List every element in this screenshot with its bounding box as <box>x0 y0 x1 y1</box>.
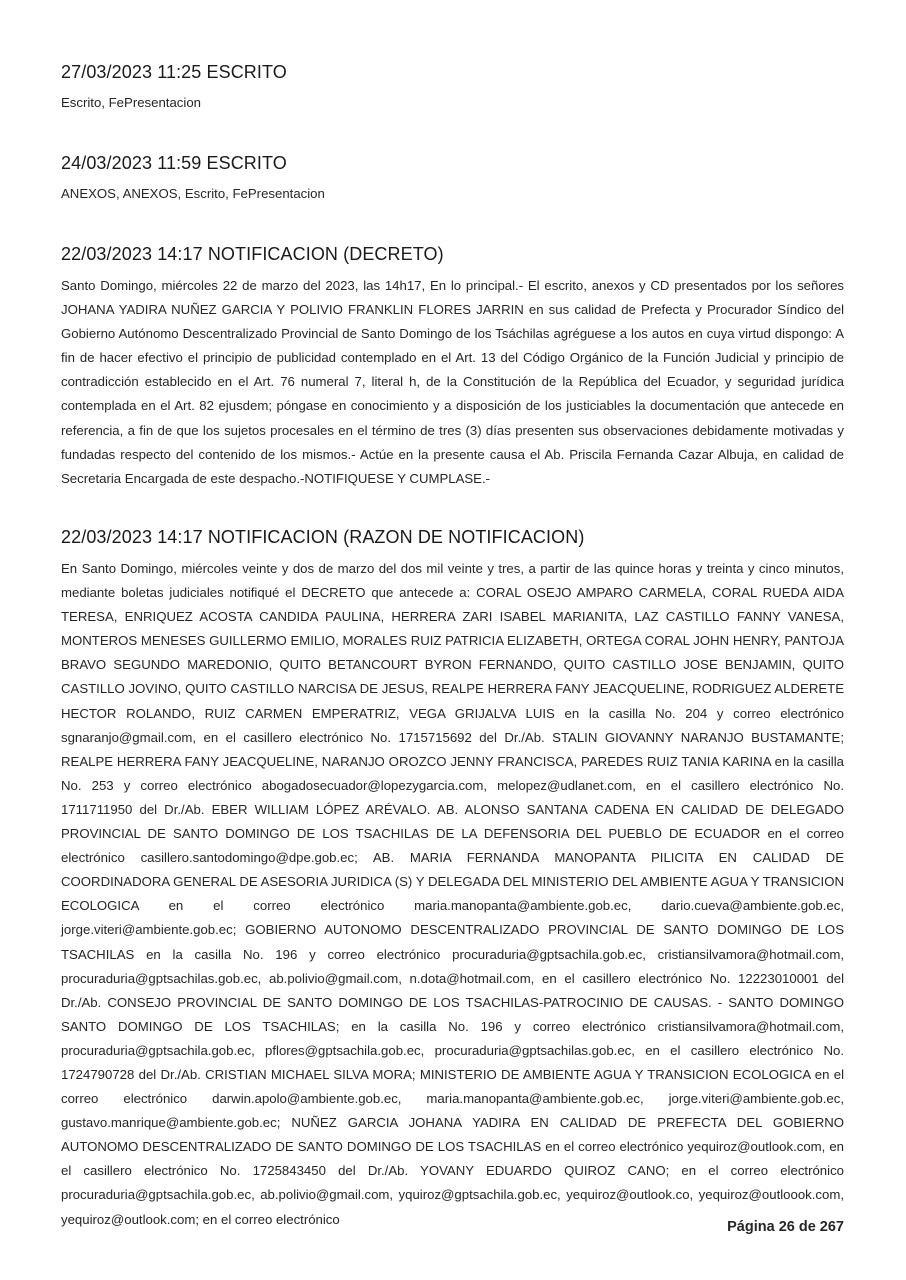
entry-text: Escrito, FePresentacion <box>61 95 201 110</box>
page-number: Página 26 de 267 <box>727 1219 844 1235</box>
entry-text: En Santo Domingo, miércoles veinte y dos de marzo del dos mil veinte y tres, a partir de las quince horas y treinta y cinco minutos, mediante boletas judiciales notifiqué el DECRETO que antecede a: CORAL OSEJO AMPARO CARMELA, CORAL RUEDA AIDA TERESA, ENRIQUEZ ACOSTA CANDIDA PAULINA, HERRERA ZARI ISABEL MARIANITA, LAZ CASTILLO FANNY VANESA, MONTEROS MENESES GUILLERMO EMILIO, MORALES RUIZ PATRICIA ELIZABETH, ORTEGA CORAL JOHN HENRY, PANTOJA BRAVO SEGUNDO MAREDONIO, QUITO BETANCOURT BYRON FERNANDO, QUITO CASTILLO JOSE BENJAMIN, QUITO CASTILLO JOVINO, QUITO CASTILLO NARCISA DE JESUS, REALPE HERRERA FANY JEACQUELINE, RODRIGUEZ ALDERETE HECTOR ROLANDO, RUIZ CARMEN EMPERATRIZ, VEGA GRIJALVA LUIS en la casilla No. 204 y correo electrónico sgnaranjo@gmail.com, en el casillero electrónico No. 1715715692 del Dr./Ab. STALIN GIOVANNY NARANJO BUSTAMANTE; REALPE HERRERA FANY JEACQUELINE, NARANJO OROZCO JENNY FRANCISCA, PAREDES RUIZ TANIA KARINA en la casilla No. 253 y correo electrónico abogadosecuador@lopezygarcia.com, melopez@udlanet.com, en el casillero electrónico No. 1711711950 del Dr./Ab. EBER WILLIAM LÓPEZ ARÉVALO. AB. ALONSO SANTANA CADENA EN CALIDAD DE DELEGADO PROVINCIAL DE SANTO DOMINGO DE LOS TSACHILAS DE LA DEFENSORIA DEL PUEBLO DE ECUADOR en el correo electrónico casillero.santodomingo@dpe.gob.ec; AB. MARIA FERNANDA MANOPANTA PILICITA EN CALIDAD DE COORDINADORA GENERAL DE ASESORIA JURIDICA (S) Y DELEGADA DEL MINISTERIO DEL AMBIENTE AGUA Y TRANSICION ECOLOGICA en el correo electrónico maria.manopanta@ambiente.gob.ec, dario.cueva@ambiente.gob.ec, jorge.viteri@ambiente.gob.ec; GOBIERNO AUTONOMO DESCENTRALIZADO PROVINCIAL DE SANTO DOMINGO DE LOS TSACHILAS en la casilla No. 196 y correo electrónico procuraduria@gptsachila.gob.ec, cristiansilvamora@hotmail.com, procuraduria@gptsachilas.gob.ec, ab.polivio@gmail.com, n.dota@hotmail.com, en el casillero electrónico No. 12223010001 del Dr./Ab. CONSEJO PROVINCIAL DE SANTO DOMINGO DE LOS TSACHILAS-PATROCINIO DE CAUSAS. - SANTO DOMINGO SANTO DOMINGO DE LOS TSACHILAS; en la casilla No. 196 y correo electrónico cristiansilvamora@hotmail.com, procuraduria@gptsachila.gob.ec, pflores@gptsachila.gob.ec, procuraduria@gptsachilas.gob.ec, en el casillero electrónico No. 1724790728 del Dr./Ab. CRISTIAN MICHAEL SILVA MORA; MINISTERIO DE AMBIENTE AGUA Y TRANSICION ECOLOGICA en el correo electrónico darwin.apolo@ambiente.gob.ec, maria.manopanta@ambiente.gob.ec, jorge.viteri@ambiente.gob.ec, gustavo.manrique@ambiente.gob.ec; NUÑEZ GARCIA JOHANA YADIRA EN CALIDAD DE PREFECTA DEL GOBIERNO AUTONOMO DESCENTRALIZADO DE SANTO DOMINGO DE LOS TSACHILAS en el correo electrónico yequiroz@outlook.com, en el casillero electrónico No. 1725843450 del Dr./Ab. YOVANY EDUARDO QUIROZ CANO; en el correo electrónico procuraduria@gptsachila.gob.ec, ab.polivio@gmail.com, yquiroz@gptsachila.gob.ec, yequiroz@outlook.co, yequiroz@outloook.com, yequiroz@outlook.com; en el correo electrónico <box>61 561 844 1227</box>
entry-escrito-27-03 <box>61 60 844 112</box>
entry-title: 22/03/2023 14:17 NOTIFICACION (RAZON DE NOTIFICACION) <box>61 527 585 547</box>
entry-notificacion-decreto <box>61 242 844 491</box>
entry-title: 24/03/2023 11:59 ESCRITO <box>61 153 287 173</box>
entry-title: 27/03/2023 11:25 ESCRITO <box>61 62 287 82</box>
entry-text: ANEXOS, ANEXOS, Escrito, FePresentacion <box>61 186 325 201</box>
entry-escrito-24-03 <box>61 151 844 203</box>
entry-text: Santo Domingo, miércoles 22 de marzo del 2023, las 14h17, En lo principal.- El escrito, anexos y CD presentados por los señores JOHANA YADIRA NUÑEZ GARCIA Y POLIVIO FRANKLIN FLORES JARRIN en sus calidad de Prefecta y Procurador Síndico del Gobierno Autónomo Descentralizado Provincial de Santo Domingo de los Tsáchilas agréguese a los autos en cuya virtud dispongo: A fin de hacer efectivo el principio de publicidad contemplado en el Art. 13 del Código Orgánico de la Función Judicial y principio de contradicción establecido en el Art. 76 numeral 7, literal h, de la Constitución de la República del Ecuador, y seguridad jurídica contemplada en el Art. 82 ejusdem; póngase en conocimiento y a disposición de los justiciables la documentación que antecede en referencia, a fin de que los sujetos procesales en el término de tres (3) días presenten sus observaciones debidamente motivadas y fundadas respecto del contenido de los mismos.- Actúe en la presente causa el Ab. Priscila Fernanda Cazar Albuja, en calidad de Secretaria Encargada de este despacho.-NOTIFIQUESE Y CUMPLASE.- <box>61 278 844 486</box>
entry-title: 22/03/2023 14:17 NOTIFICACION (DECRETO) <box>61 244 444 264</box>
